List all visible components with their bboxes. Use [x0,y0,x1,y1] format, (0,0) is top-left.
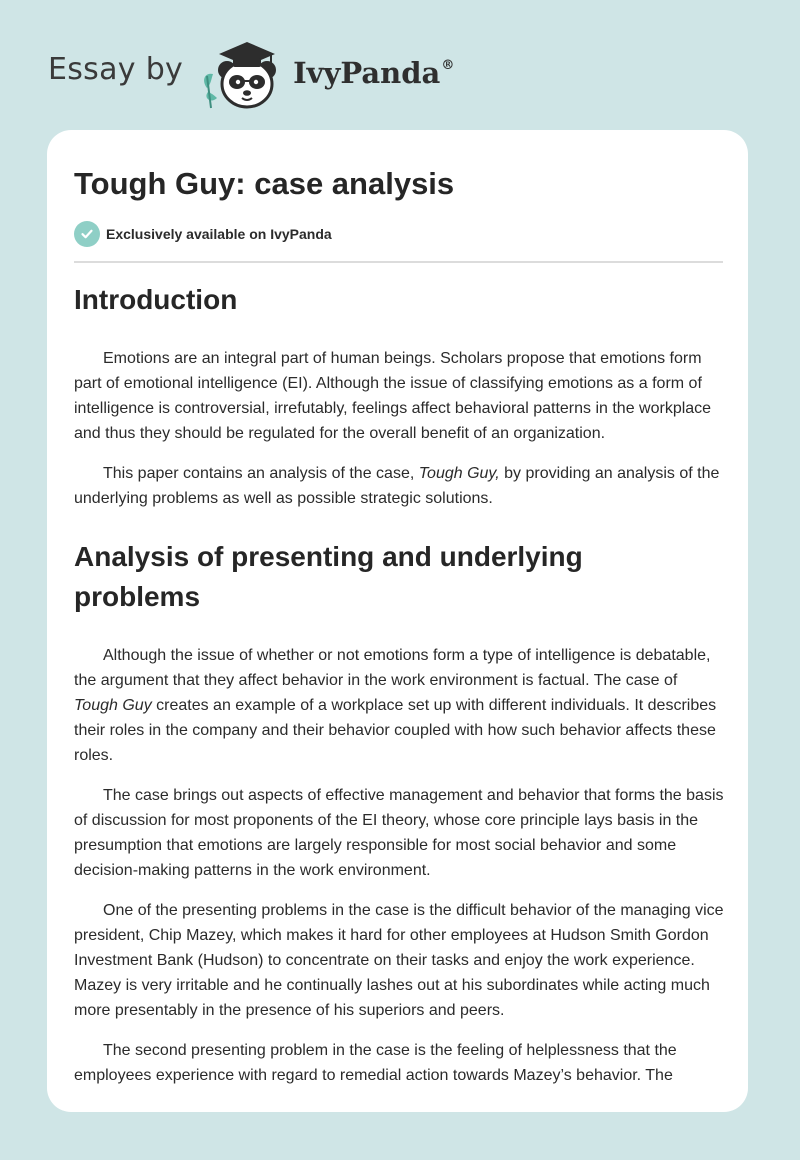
site-header [48,32,454,112]
article-card [47,130,748,1112]
brand-name[interactable]: IvyPanda® [293,56,455,90]
exclusive-badge [74,221,332,247]
paragraph: The case brings out aspects of effective management and behavior that forms the basis of discussion for most proponents of the EI theory, whose core principle lays basis in the presumption that emotions are largely responsible for most social behavior and some decision-making patterns in the work environment. [74,787,724,879]
registered-mark: ® [441,58,455,73]
paragraph: The second presenting problem in the case is the feeling of helplessness that the employees experience with regard to remedial action towards Mazey’s behavior. The [74,1042,677,1084]
panda-graduate-icon[interactable] [197,32,289,112]
section-heading: Analysis of presenting and underlying problems [74,541,583,612]
case-title: Tough Guy [74,697,152,714]
paragraph: One of the presenting problems in the case is the difficult behavior of the managing vice president, Chip Mazey, which makes it hard for other employees at Hudson Smith Gordon Investment Bank (Hudson) to concentrate on their tasks and enjoy the work experience. Mazey is very irritable and he continually lashes out at his subordinates while acting much more presentably in the presence of his superiors and peers. [74,902,724,1019]
divider [74,261,723,263]
section-heading: Introduction [74,284,238,315]
paragraph: This paper contains an analysis of the case, Tough Guy, by providing an analysis of the underlying problems as well as possible strategic solutions. [74,465,720,507]
article-body [74,280,724,1088]
exclusive-label: Exclusively available on IvyPanda [106,226,332,242]
essay-by-label: Essay by [48,51,184,87]
paragraph: Emotions are an integral part of human beings. Scholars propose that emotions form part of emotional intelligence (EI). Although the issue of classifying emotions as a form of intelligence is controversial, irrefutably, feelings affect behavioral patterns in the workplace and thus they should be regulated for the overall benefit of an organization. [74,350,712,442]
paragraph: Although the issue of whether or not emotions form a type of intelligence is debatable, the argument that they affect behavior in the work environment is factual. The case of Tough Guy creates an example of a workplace set up with different individuals. It describes their roles in the company and their behavior coupled with how such behavior affects these roles. [74,647,717,764]
page-title: Tough Guy: case analysis [74,166,455,201]
check-circle-icon [74,221,100,247]
case-title: Tough Guy, [418,465,500,482]
